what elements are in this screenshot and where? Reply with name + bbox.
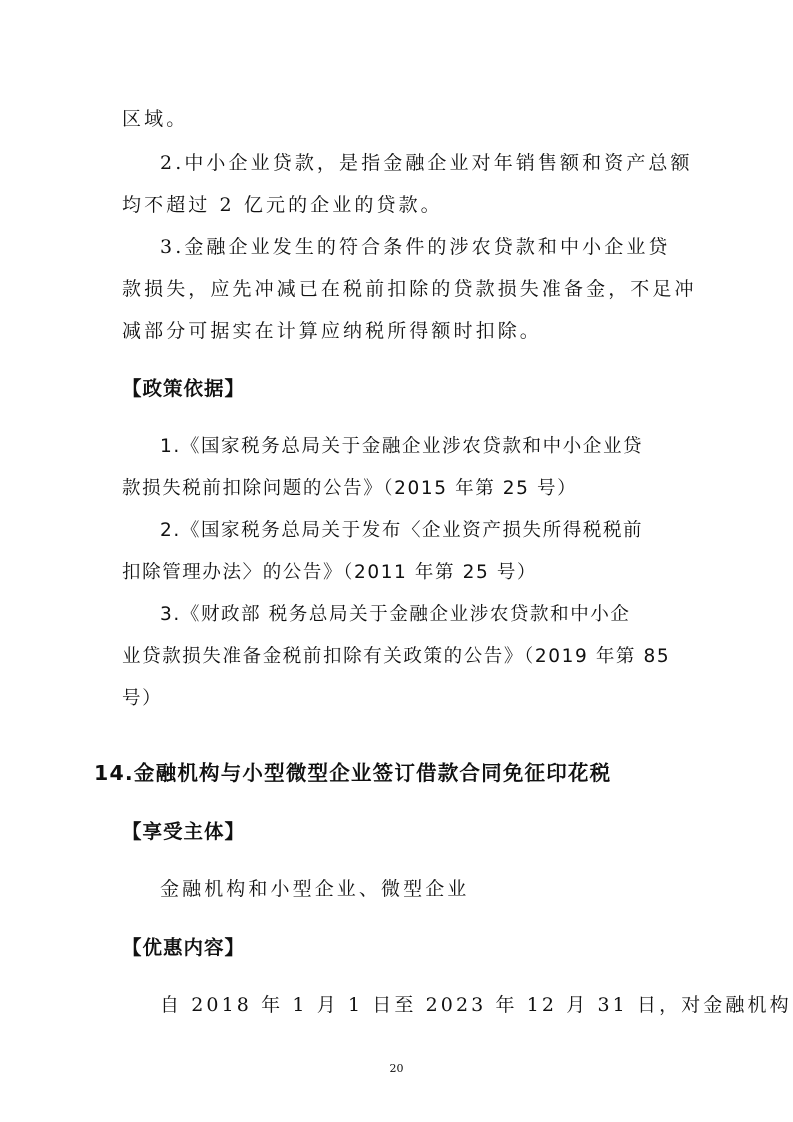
section-14-title: 14.金融机构与小型微型企业签订借款合同免征印花税 — [94, 761, 612, 785]
beneficiary-text: 金融机构和小型企业、微型企业 — [160, 878, 470, 900]
beneficiary-heading: 【享受主体】 — [122, 820, 246, 843]
policy-ref3-line3: 号） — [122, 688, 163, 709]
content-line1: 自 2018 年 1 月 1 日至 2023 年 12 月 31 日，对金融机构 — [160, 994, 792, 1016]
policy-ref1-line2: 款损失税前扣除问题的公告》（2015 年第 25 号） — [122, 478, 578, 499]
content-heading: 【优惠内容】 — [122, 936, 246, 959]
policy-ref2-line2: 扣除管理办法〉的公告》（2011 年第 25 号） — [122, 562, 538, 583]
item2-line2: 均不超过 2 亿元的企业的贷款。 — [122, 194, 443, 216]
page-number: 20 — [389, 1062, 404, 1075]
policy-ref3-line1: 3.《财政部 税务总局关于金融企业涉农贷款和中小企 — [160, 604, 631, 625]
policy-ref1-line1: 1.《国家税务总局关于金融企业涉农贷款和中小企业贷 — [160, 436, 644, 457]
item3-line3: 减部分可据实在计算应纳税所得额时扣除。 — [122, 320, 542, 342]
policy-ref3-line2: 业贷款损失准备金税前扣除有关政策的公告》（2019 年第 85 — [122, 646, 671, 667]
continuation-text: 区域。 — [122, 108, 189, 130]
item3-line2: 款损失，应先冲减已在税前扣除的贷款损失准备金，不足冲 — [122, 278, 697, 300]
policy-ref2-line1: 2.《国家税务总局关于发布〈企业资产损失所得税税前 — [160, 520, 644, 541]
policy-basis-heading: 【政策依据】 — [122, 377, 246, 400]
item2-line1: 2.中小企业贷款，是指金融企业对年销售额和资产总额 — [160, 152, 693, 174]
item3-line1: 3.金融企业发生的符合条件的涉农贷款和中小企业贷 — [160, 236, 671, 258]
